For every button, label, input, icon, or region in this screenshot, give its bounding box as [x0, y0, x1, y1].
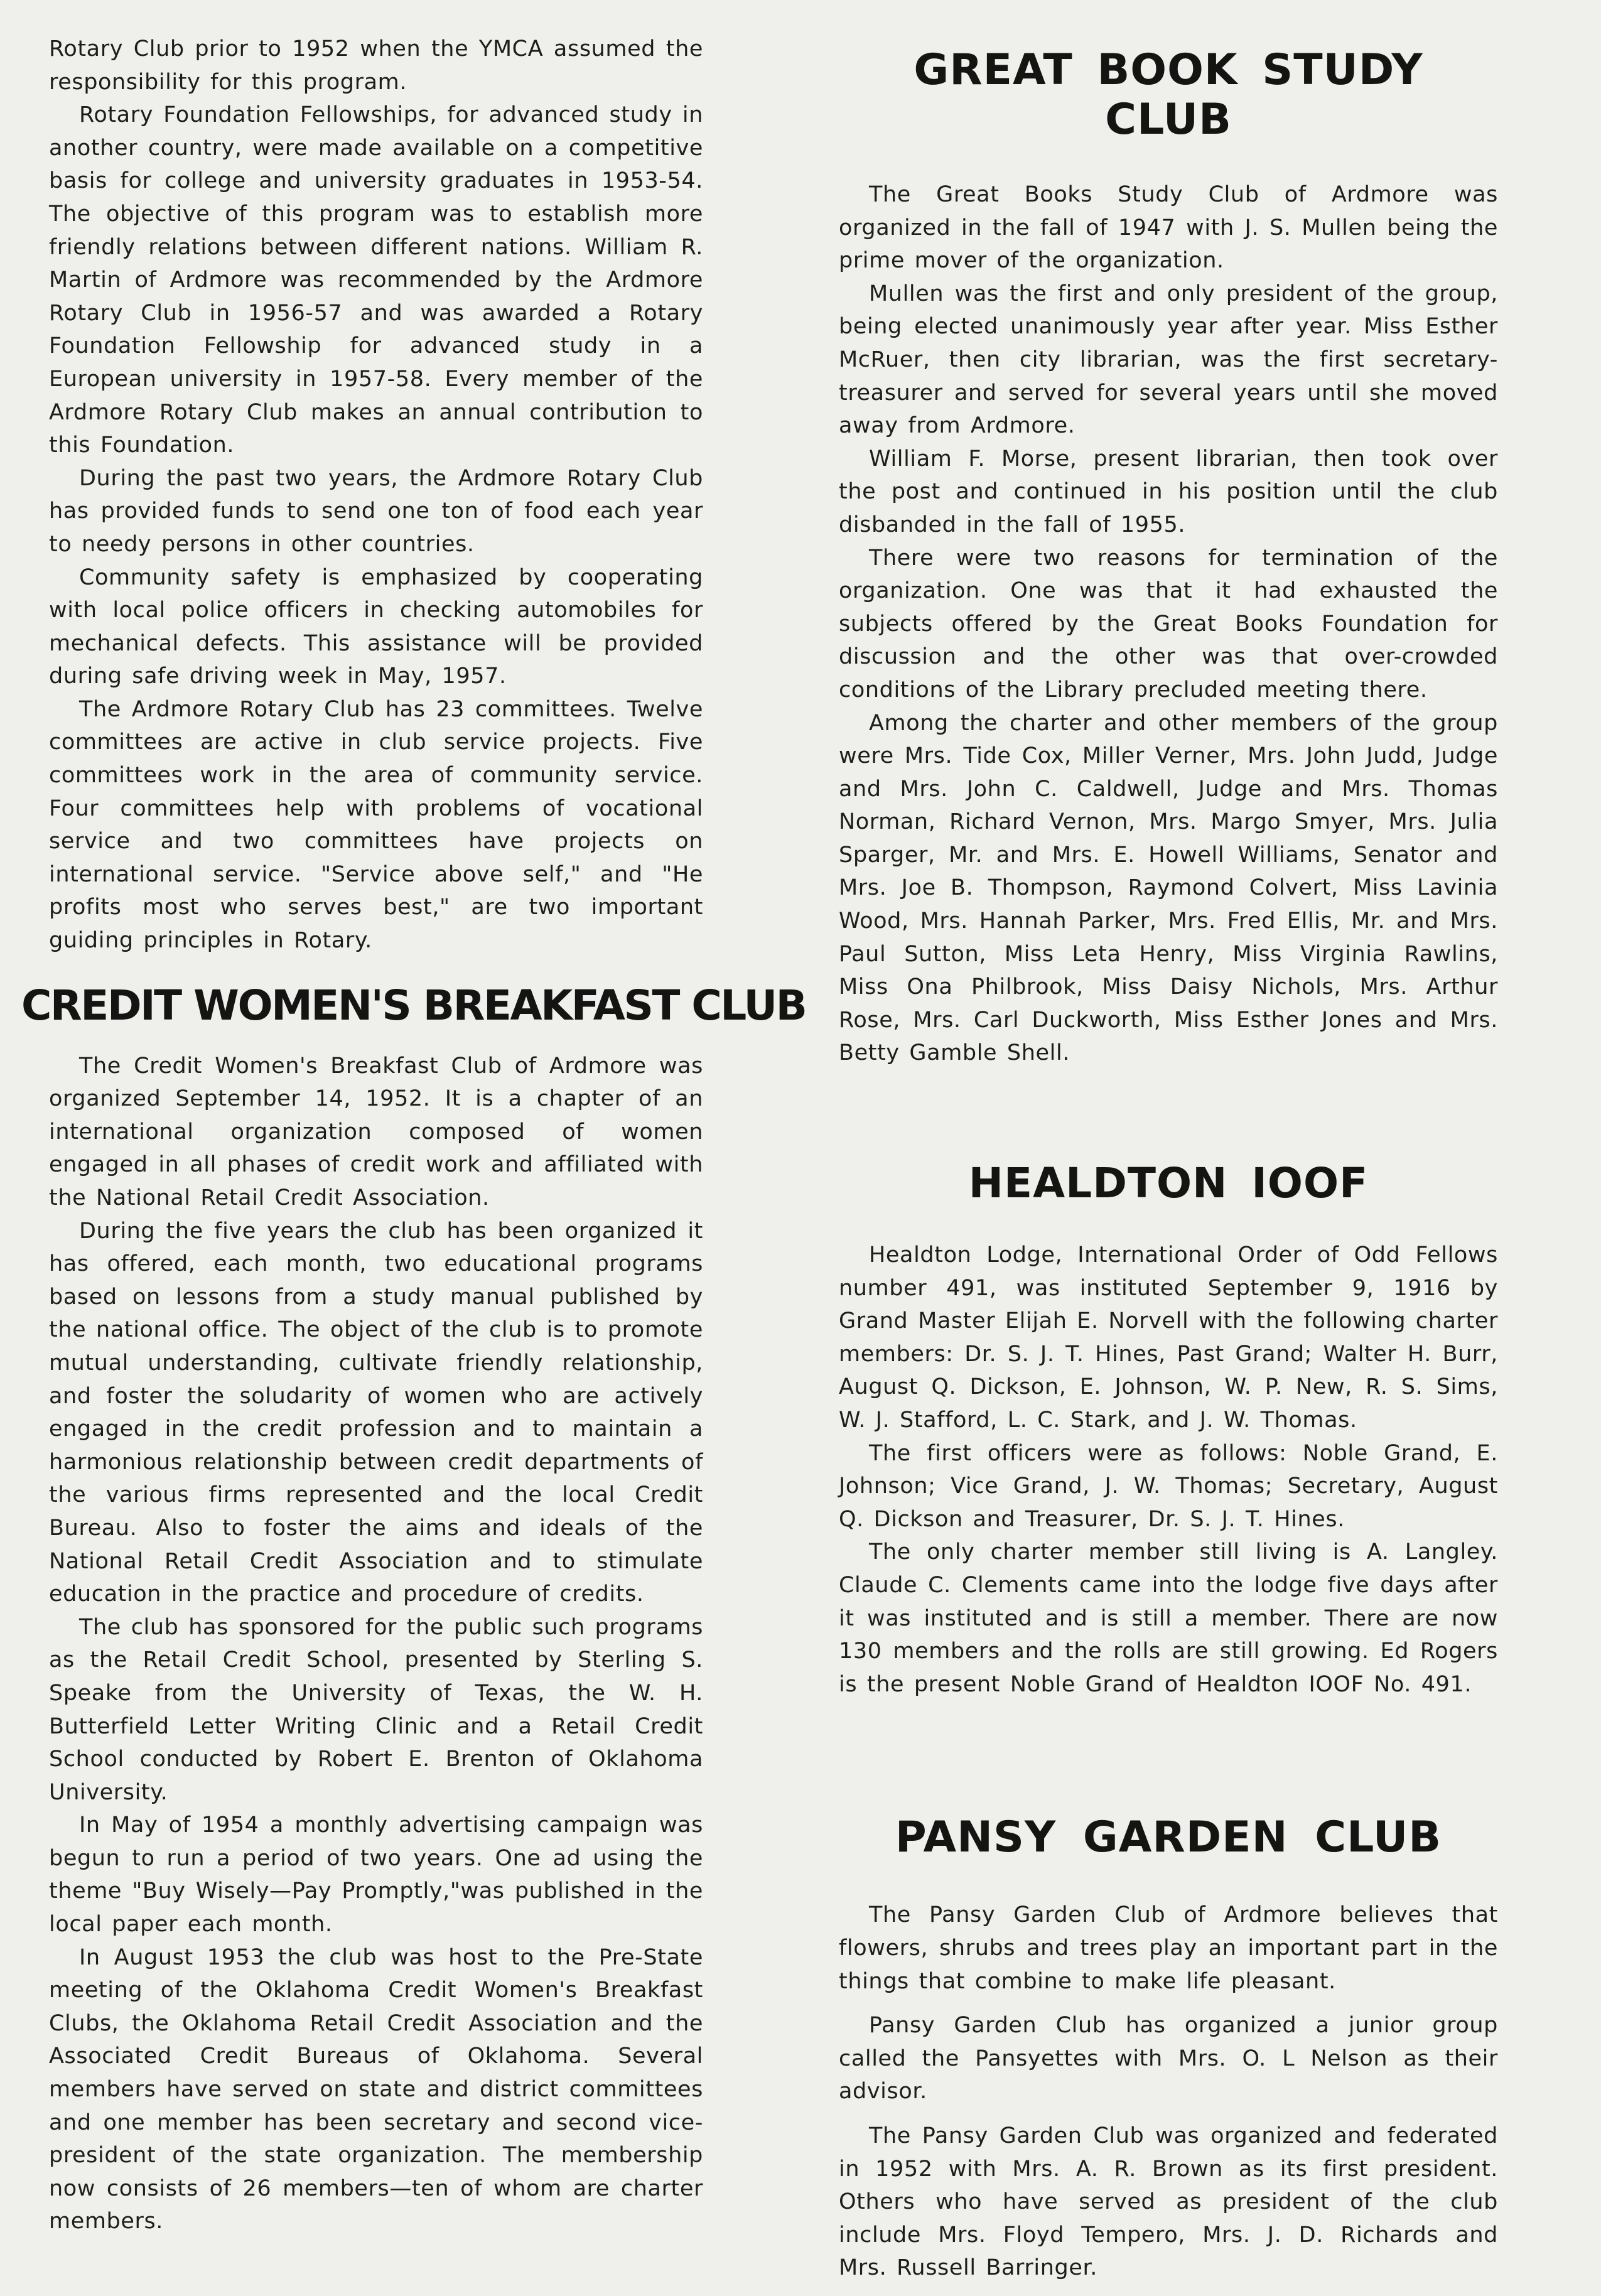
section-heading-pansy-garden-club: PANSY GARDEN CLUB: [895, 1813, 1442, 1863]
credit-section: [49, 1050, 703, 2238]
body-paragraph: Healdton Lodge, International Order of Odd Fellows number 491, was instituted September 9, 1916 by Grand Master Elijah E. Norvell with the following charter members: Dr. S. J. T. Hines, Past Grand; Walter H. Burr, August Q. Dickson, E. Johnson, W. P. New, R. S. Sims, W. J. Stafford, L. C. Stark, and J. W. Thomas.: [839, 1242, 1498, 1433]
left-column: [21, 33, 806, 2238]
body-paragraph: The Pansy Garden Club of Ardmore believes that flowers, shrubs and trees play an important part in the things that combine to make life pleasant.: [839, 1902, 1498, 1994]
body-paragraph: The Ardmore Rotary Club has 23 committees. Twelve committees are active in club service projects. Five committees work in the area of community service. Four committees help with problems of vocational service and two committees have projects on international service. "Service above self," and "He profits most who serves best," are two important guiding principles in Rotary.: [49, 696, 703, 954]
body-paragraph: The Credit Women's Breakfast Club of Ardmore was organized September 14, 1952. It is a chapter of an international organization composed of women engaged in all phases of credit work and affiliated with the National Retail Credit Association.: [49, 1053, 703, 1210]
body-paragraph: In May of 1954 a monthly advertising campaign was begun to run a period of two years. One ad using the theme "Buy Wisely—Pay Promptly,"was published in the local paper each month.: [49, 1813, 703, 1938]
body-paragraph: William F. Morse, present librarian, then took over the post and continued in his position until the club disbanded in the fall of 1955.: [839, 446, 1498, 537]
body-paragraph: Rotary Club prior to 1952 when the YMCA assumed the responsibility for this program.: [49, 36, 703, 95]
healdton-section: [839, 1239, 1498, 1701]
great-books-section: [839, 178, 1498, 1070]
body-paragraph: There were two reasons for termination of the organization. One was that it had exhausted the subjects offered by the Great Books Foundation for discussion and the other was that over-crowded conditions of the Library precluded meeting there.: [839, 545, 1498, 703]
body-paragraph: The Great Books Study Club of Ardmore was organized in the fall of 1947 with J. S. Mullen being the prime mover of the organization.: [839, 182, 1498, 274]
body-paragraph: In August 1953 the club was host to the Pre-State meeting of the Oklahoma Credit Women's Breakfast Clubs, the Oklahoma Retail Credit Association and the Associated Credit Bureaus of Oklahoma. Several members have served on state and district committees and one member has been secretary and second vice-president of the state organization. The membership now consists of 26 members—ten of whom are charter members.: [49, 1944, 703, 2234]
body-paragraph: Among the charter and other members of the group were Mrs. Tide Cox, Miller Verner, Mrs. John Judd, Judge and Mrs. John C. Caldwell, Judge and Mrs. Thomas Norman, Richard Vernon, Mrs. Margo Smyer, Mrs. Julia Sparger, Mr. and Mrs. E. Howell Williams, Senator and Mrs. Joe B. Thompson, Raymond Colvert, Miss Lavinia Wood, Mrs. Hannah Parker, Mrs. Fred Ellis, Mr. and Mrs. Paul Sutton, Miss Leta Henry, Miss Virginia Rawlins, Miss Ona Philbrook, Miss Daisy Nichols, Mrs. Arthur Rose, Mrs. Carl Duckworth, Miss Esther Jones and Mrs. Betty Gamble Shell.: [839, 710, 1498, 1066]
body-paragraph: Community safety is emphasized by cooperating with local police officers in checking automobiles for mechanical defects. This assistance will be provided during safe driving week in May, 1957.: [49, 564, 703, 689]
body-paragraph: During the past two years, the Ardmore Rotary Club has provided funds to send one ton of food each year to needy persons in other countries.: [49, 465, 703, 557]
body-paragraph: The Pansy Garden Club was organized and federated in 1952 with Mrs. A. R. Brown as its first president. Others who have served as president of the club include Mrs. Floyd Tempero, Mrs. J. D. Richards and Mrs. Russell Barringer.: [839, 2123, 1498, 2281]
body-paragraph: Pansy Garden Club has organized a junior group called the Pansyettes with Mrs. O. L Nelson as their advisor.: [839, 2013, 1498, 2105]
rotary-section: [49, 33, 703, 957]
body-paragraph: The club has sponsored for the public such programs as the Retail Credit School, presented by Sterling S. Speake from the University of Texas, the W. H. Butterfield Letter Writing Clinic and a Retail Credit School conducted by Robert E. Brenton of Oklahoma University.: [49, 1614, 703, 1805]
body-paragraph: The only charter member still living is A. Langley. Claude C. Clements came into the lodge five days after it was instituted and is still a member. There are now 130 members and the rolls are still growing. Ed Rogers is the present Noble Grand of Healdton IOOF No. 491.: [839, 1539, 1498, 1697]
body-paragraph: Mullen was the first and only president of the group, being elected unanimously year after year. Miss Esther McRuer, then city librarian, was the first secretary-treasurer and served for several years until she moved away from Ardmore.: [839, 281, 1498, 439]
body-paragraph: Rotary Foundation Fellowships, for advanced study in another country, were made available on a competitive basis for college and university graduates in 1953-54. The objective of this program was to establish more friendly relations between different nations. William R. Martin of Ardmore was recommended by the Ardmore Rotary Club in 1956-57 and was awarded a Rotary Foundation Fellowship for advanced study in a European university in 1957-58. Every member of the Ardmore Rotary Club makes an annual contribution to this Foundation.: [49, 102, 703, 458]
right-column: [839, 36, 1498, 2296]
body-paragraph: The first officers were as follows: Noble Grand, E. Johnson; Vice Grand, J. W. Thomas; Secretary, August Q. Dickson and Treasurer, Dr. S. J. T. Hines.: [839, 1440, 1498, 1532]
section-heading-credit-womens-breakfast-club: CREDIT WOMEN'S BREAKFAST CLUB: [21, 981, 806, 1030]
body-paragraph: During the five years the club has been organized it has offered, each month, two educational programs based on lessons from a study manual published by the national office. The object of the club is to promote mutual understanding, cultivate friendly relationship, and foster the soludarity of women who are actively engaged in the credit profession and to maintain a harmonious relationship between credit departments of the various firms represented and the local Credit Bureau. Also to foster the aims and ideals of the National Retail Credit Association and to stimulate education in the practice and procedure of credits.: [49, 1218, 703, 1607]
pansy-section: [839, 1899, 1498, 2285]
section-heading-great-book-study-club: GREAT BOOK STUDY CLUB: [914, 45, 1423, 144]
section-heading-healdton-ioof: HEALDTON IOOF: [968, 1159, 1369, 1208]
